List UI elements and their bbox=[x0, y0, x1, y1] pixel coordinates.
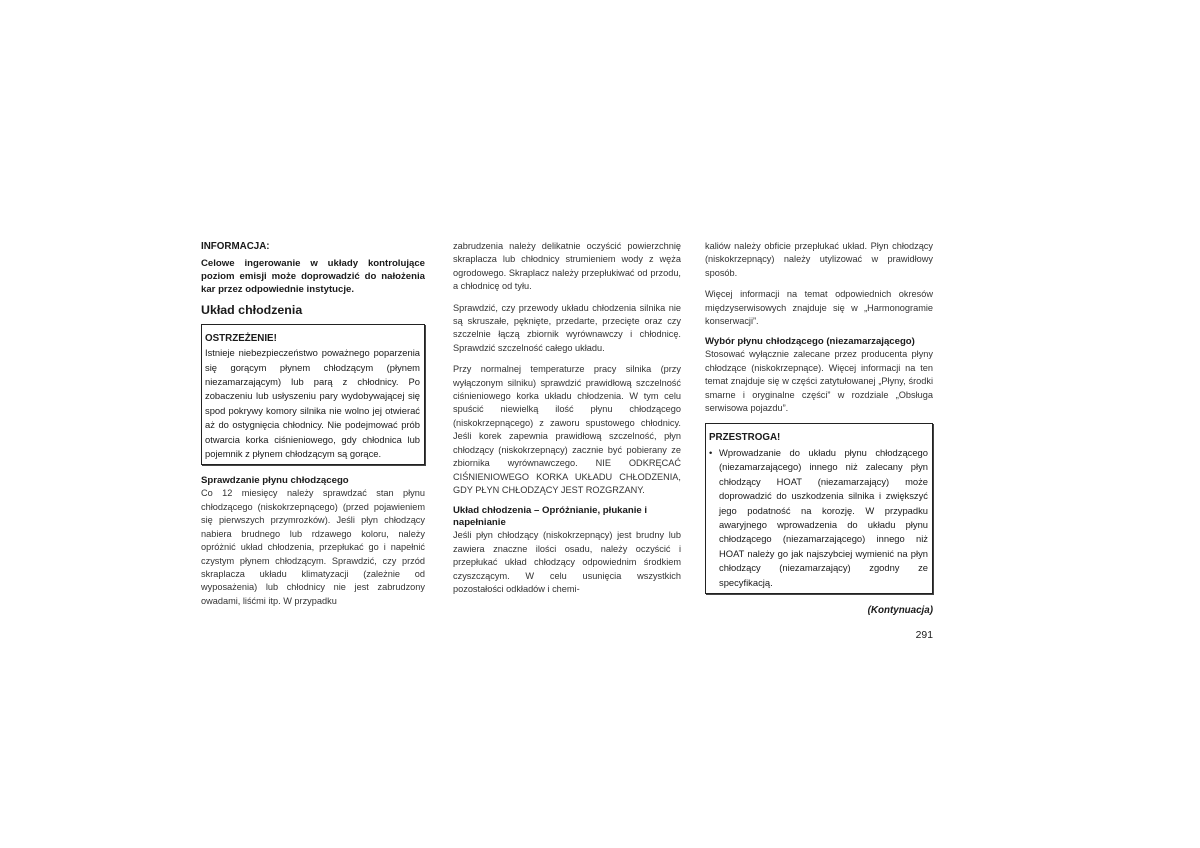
caution-text: Wprowadzanie do układu płynu chłodzącego (niezamarzającego) innego niż zalecany płyn chłodzący HOAT (niezamarzający) może doprowadzić do uszkodzenia silnika i zwiększyć jego podatność na korozję. W przypadku awaryjnego wprowadzenia do układu płynu chłodzącego (niezamarzającego) innego niż HOAT należy go jak najszybciej wymienić na płyn chłodzący (niezamarzający) zgodny ze specyfikacją. bbox=[719, 446, 928, 588]
paragraph-2: Sprawdzić, czy przewody układu chłodzenia silnika nie są skruszałe, pęknięte, przedarte, przecięte oraz czy szczelnie łączą zbiornik wyrównawczy i chłodnicę. Sprawdzić szczelność całego układu. bbox=[453, 302, 681, 353]
info-text: Celowe ingerowanie w układy kontrolujące poziom emisji może doprowadzić do nałożenia kar przez odpowiednie instytucje. bbox=[201, 258, 425, 296]
coolant-choice-heading: Wybór płynu chłodzącego (niezamarzającego) bbox=[705, 336, 915, 348]
paragraph-2: Więcej informacji na temat odpowiednich okresów międzyserwisowych znajduje się w „Harmonogramie konserwacji”. bbox=[705, 289, 933, 327]
warning-text: Istnieje niebezpieczeństwo poważnego poparzenia się gorącym płynem chłodzącym (płynem niezamarzającym) lub parą z chłodnicy. Po zobaczeniu lub usłyszeniu pary wydobywającej się spod pokrywy komory silnika nie wolno jej otwierać aż do ostygnięcia chłodnicy. Nie podejmować prób otwarcia korka ciśnieniowego, gdy chłodnica lub pojemnik z płynem chłodzącym są gorące. bbox=[205, 347, 420, 460]
continued-label: (Kontynuacja) bbox=[867, 604, 933, 616]
caution-bullet-item bbox=[709, 446, 928, 590]
caution-title: PRZESTROGA! bbox=[709, 432, 781, 444]
check-coolant-text: Co 12 miesięcy należy sprawdzać stan płynu chłodzącego (niskokrzepnącego) (przed pojawieniem się pierwszych przymrozków). Jeśli płyn chłodzący nabiera brudnego lub rdzawego koloru, należy opróżnić układ chłodzenia, przepłukać go i napełnić czystym płynem chłodzącym. Sprawdzić, czy przód skraplacza układu klimatyzacji (zależnie od wyposażenia) lub chłodnicy nie jest zabrudzony owadami, liśćmi itp. W przypadku bbox=[201, 488, 425, 606]
paragraph-1: kaliów należy obficie przepłukać układ. Płyn chłodzący (niskokrzepnący) należy utylizować w prawidłowy sposób. bbox=[705, 241, 933, 278]
coolant-choice-text: Stosować wyłącznie zalecane przez producenta płyny chłodzące (niskokrzepnące). Więcej informacji na ten temat znajduje się w części zatytułowanej „Płyny, środki smarne i oryginalne części” w rozdziale „Obsługa serwisowa pojazdu”. bbox=[705, 349, 933, 414]
paragraph-1: zabrudzenia należy delikatnie oczyścić powierzchnię skraplacza lub chłodnicy strumieniem wody z węża ogrodowego. Skraplacz należy przepłukiwać od przodu, a chłodnicę od tyłu. bbox=[453, 241, 681, 292]
drain-flush-text: Jeśli płyn chłodzący (niskokrzepnący) jest brudny lub zawiera znaczne ilości osadu, należy oczyścić i przepłukać układ chłodzący odpowiednim środkiem czyszczącym. W celu usunięcia wszystkich pozostałości odkładów i chemi- bbox=[453, 530, 681, 594]
right-column bbox=[705, 240, 933, 643]
middle-column bbox=[453, 240, 681, 604]
section-title: Układ chłodzenia bbox=[201, 303, 303, 318]
info-label: INFORMACJA: bbox=[201, 241, 270, 252]
warning-title: OSTRZEŻENIE! bbox=[205, 332, 277, 344]
drain-flush-heading: Układ chłodzenia – Opróżnianie, płukanie i napełnianie bbox=[453, 505, 648, 529]
page-number: 291 bbox=[915, 630, 933, 642]
check-coolant-heading: Sprawdzanie płynu chłodzącego bbox=[201, 475, 349, 487]
bullet-icon: • bbox=[709, 446, 713, 458]
left-column bbox=[201, 240, 425, 616]
warning-box bbox=[201, 324, 425, 466]
paragraph-3: Przy normalnej temperaturze pracy silnika (przy wyłączonym silniku) sprawdzić prawidłową szczelność ciśnieniowego korka układu chłodzenia. W tym celu spuścić niewielką ilość płynu chłodzącego (niskokrzepnącego) z zaworu spustowego chłodnicy. Jeśli korek zapewnia prawidłową szczelność, płyn chłodzący (niskokrzepnący) zacznie być pobierany ze zbiornika wyrównawczego. NIE ODKRĘCAĆ CIŚNIENIOWEGO KORKA UKŁADU CHŁODZENIA, GDY PŁYN CHŁODZĄCY JEST ROZGRZANY. bbox=[453, 364, 681, 495]
caution-box bbox=[705, 423, 933, 593]
